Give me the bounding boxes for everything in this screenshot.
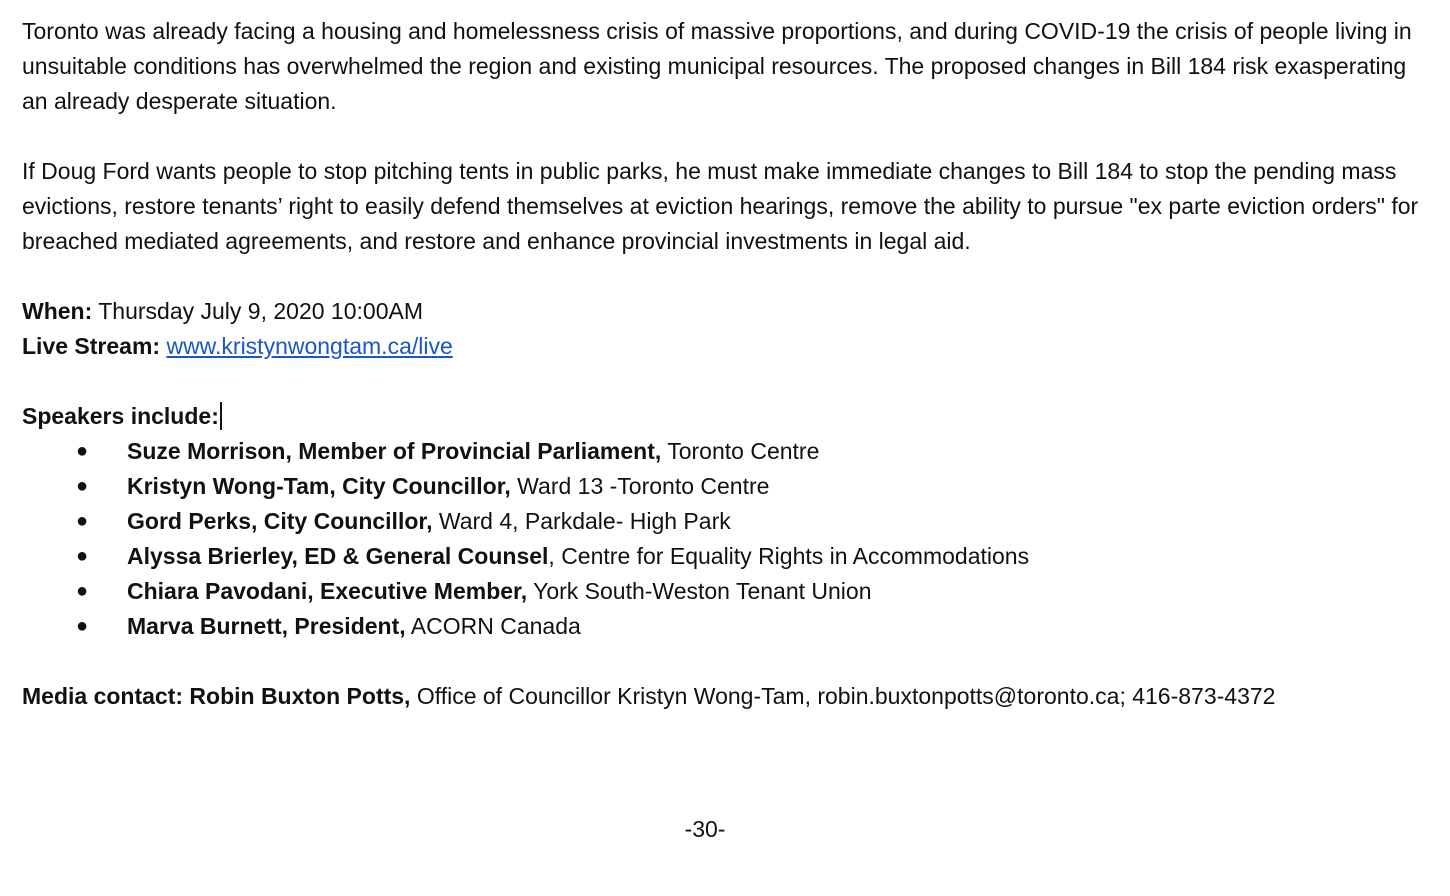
media-contact-detail: Office of Councillor Kristyn Wong-Tam, robin.buxtonpotts@toronto.ca; 416-873-4372 (410, 683, 1276, 709)
speaker-name: Chiara Pavodani, Executive Member, (127, 578, 528, 604)
speaker-name: Kristyn Wong-Tam, City Councillor, (127, 473, 511, 499)
demand-paragraph: If Doug Ford wants people to stop pitching tents in public parks, he must make immediate changes to Bill 184 to stop the pending mass evictions, restore tenants’ right to easily defend themselves at eviction hearings, remove the ability to pursue "ex parte eviction orders" for breached mediated agreements, and restore and enhance provincial investments in legal aid. (22, 158, 1419, 254)
list-item (22, 504, 1432, 539)
bullet-icon: ● (76, 440, 89, 462)
speaker-name: Alyssa Brierley, ED & General Counsel (127, 543, 549, 569)
media-contact (22, 679, 1432, 714)
speakers-heading-text: Speakers include: (22, 403, 219, 429)
event-details (22, 294, 1432, 364)
speaker-name: Suze Morrison, Member of Provincial Parliament, (127, 438, 662, 464)
intro-paragraph: Toronto was already facing a housing and homelessness crisis of massive proportions, and during COVID-19 the crisis of people living in unsuitable conditions has overwhelmed the region and existing municipal resources. The proposed changes in Bill 184 risk exasperating an already desperate situation. (22, 18, 1412, 114)
live-stream-line (22, 329, 1432, 364)
list-item (22, 539, 1432, 574)
speakers-list (22, 434, 1432, 644)
bullet-icon: ● (76, 545, 89, 567)
bullet-icon: ● (76, 615, 89, 637)
list-item (22, 609, 1432, 644)
when-line (22, 294, 1432, 329)
speaker-detail: , Centre for Equality Rights in Accommodations (548, 543, 1030, 569)
bullet-icon: ● (76, 510, 89, 532)
speaker-detail: Toronto Centre (661, 438, 820, 464)
list-item (22, 434, 1432, 469)
speaker-detail: ACORN Canada (405, 613, 581, 639)
speaker-name: Marva Burnett, President, (127, 613, 406, 639)
media-contact-label: Media contact: Robin Buxton Potts, (22, 683, 411, 709)
when-value: Thursday July 9, 2020 10:00AM (92, 298, 423, 324)
speaker-detail: Ward 4, Parkdale- High Park (432, 508, 731, 534)
bullet-icon: ● (76, 475, 89, 497)
speaker-detail: York South-Weston Tenant Union (527, 578, 872, 604)
end-marker: -30- (684, 816, 726, 842)
speaker-name: Gord Perks, City Councillor, (127, 508, 433, 534)
when-label: When: (22, 298, 93, 324)
live-stream-label: Live Stream: (22, 333, 161, 359)
list-item (22, 469, 1432, 504)
live-stream-link[interactable]: www.kristynwongtam.ca/live (166, 333, 453, 359)
list-item (22, 574, 1432, 609)
document-page (22, 14, 1432, 714)
text-cursor (220, 402, 222, 430)
speaker-detail: Ward 13 -Toronto Centre (510, 473, 770, 499)
bullet-icon: ● (76, 580, 89, 602)
speakers-heading (22, 399, 1432, 434)
